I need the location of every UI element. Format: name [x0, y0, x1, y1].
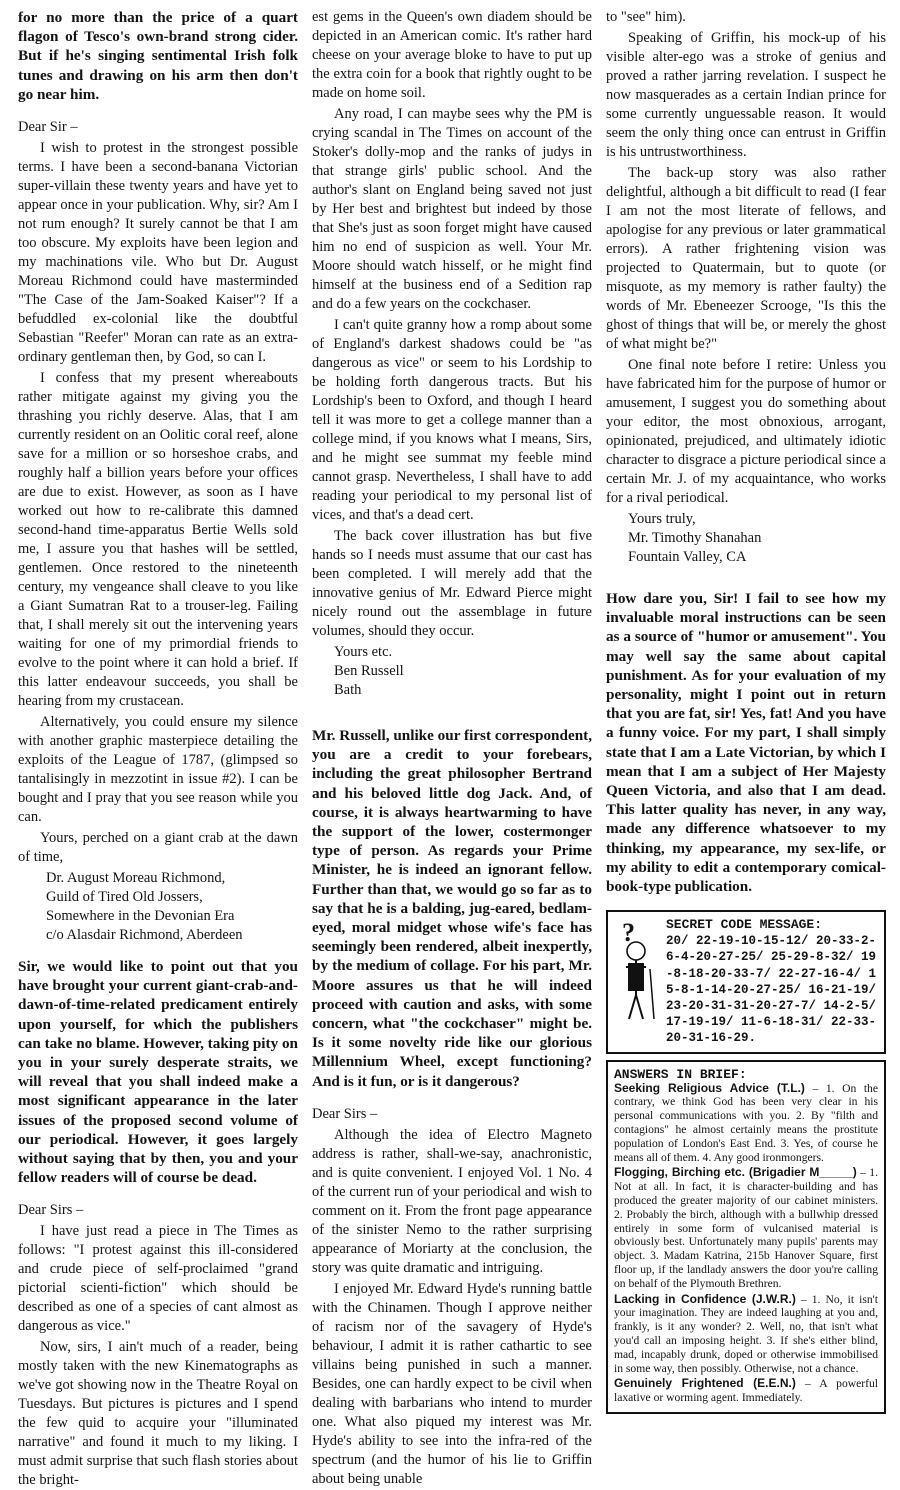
- question-mark-gentleman-icon: [614, 917, 660, 1027]
- letter-paragraph: Speaking of Griffin, his mock-up of his visible alter-ego was a stroke of genius and proved a rather jarring revelation. I suspect he now masquerades as a certain Indian prince for some currently unguessable reason. It would seem the only thing once can entrust in Griffin is his untrustworthiness.: [606, 30, 886, 160]
- secret-code-title: SECRET CODE MESSAGE:: [666, 917, 823, 933]
- answer-item: Genuinely Frightened (E.E.N.) – A powerful laxative or worming agent. Immediately.: [614, 1376, 879, 1405]
- letter-salutation: Dear Sir –: [18, 119, 78, 136]
- editor-reply: Mr. Russell, unlike our first correspondent, you are a credit to your forebears, including the great philosopher Bertrand and his beloved little dog Jack. And, of course, it is always heartwarming to have the support of the lower, costermonger type of person. As regards your Prime Minister, he is indeed an ignorant fellow. Further than that, we would go so far as to say that he is a balding, jug-eared, bedlam-eyed, moral midget whose wife's face has seemingly been rendered, albeit inexpertly, by the medium of collage. For his part, Mr. Moore assures us that he will indeed proceed with caution and asks, with some concern, what "the cockchaser" might be. Is it some novelty ride like our glorious Millennium Wheel, except functioning? And is it fun, or is it dangerous?: [312, 727, 592, 1090]
- letter-paragraph: I enjoyed Mr. Edward Hyde's running battle with the Chinamen. Though I approve neither of racism nor of the savagery of Hyde's behaviour, I admit it is rather cathartic to see villains being punished in such a manner. Besides, one can hardly expect to be civil when dealing with barbarians who intend to murder one. What also piqued my interest was Mr. Hyde's ability to see into the infra-red of the spectrum (and the humor of his lie to Griffin about being unable: [312, 1280, 592, 1487]
- answer-item: Flogging, Birching etc. (Brigadier M_____) – 1. Not at all. In fact, it is character-building and has produced the greater majority of our cabinet ministers. 2. Probably the birch, although with a bullwhip dressed entirely in some form of vulcanised material is obviously best. Unfortunately many pupils' parents may object. 3. Madam Katrina, 215b Hanover Square, first floor up, if the landlady answers the door you're calling on behalf of the Plymouth Brethren.: [614, 1165, 878, 1290]
- answers-title: ANSWERS IN BRIEF:: [614, 1066, 747, 1082]
- signature-line: Fountain Valley, CA: [628, 549, 747, 565]
- editor-reply: How dare you, Sir! I fail to see how my invaluable moral instructions can be seen as a source of "humor or amusement". You may well say the same about capital punishment. As for your evaluation of my personality, might I point out in return that you are fat, sir! Yes, fat! And you have a funny voice. For my part, I shall simply state that I am a Late Victorian, by which I mean that I am a subject of Her Majesty Queen Victoria, and also that I am dead. This latter quality has never, in any way, made any difference whatsoever to my thinking, my appearance, my sex-life, or my ability to edit a contemporary comical-book-type publication.: [606, 590, 886, 896]
- letter-paragraph: One final note before I retire: Unless you have fabricated him for the purpose of humor or amusement, I suggest you do something about your editor, the most obnoxious, arrogant, opinionated, prejudiced, and ultimately idiotic character to disgrace a picture periodical since a certain Mr. J. of my acquaintance, who works for a rival periodical.: [606, 357, 886, 506]
- answers-in-brief-box: [606, 1060, 886, 1414]
- letter-paragraph: Now, sirs, I ain't much of a reader, being mostly taken with the new Kinematographs as we've got showing now in the Theatre Royal on Tuesdays. But pictures is pictures and I spend the few quid to acquire your "illuminated narrative" and found it much to my liking. I must admit surprise that such flash stories about the bright-: [18, 1339, 298, 1489]
- editor-reply: Sir, we would like to point out that you have brought your current giant-crab-and-dawn-of-time-related predicament entirely upon yourself, for which the publishers can take no blame. However, taking pity on you in your surely desperate straits, we will reveal that you shall indeed make a most significant appearance in the later issues of the proposed second volume of our periodical. However, it goes largely without saying that by then, you and your fellow readers will of course be dead.: [18, 958, 298, 1187]
- letter-paragraph: Although the idea of Electro Magneto address is rather, shall-we-say, anachronistic, and is quite convenient. I enjoyed Vol. 1 No. 4 of the current run of your periodical and wish to comment on it. From the front page appearance of the sinister Nemo to the rather surprising appearance of Moriarty at the conclusion, the story was quite dramatic and intriguing.: [312, 1126, 592, 1276]
- letter-paragraph: I have just read a piece in The Times as follows: "I protest against this ill-considered and crude piece of self-proclaimed "grand pictorial scienti-fiction" which should be described as one of a species of cant almost as dangerous as vice.": [18, 1223, 298, 1335]
- signature-line: Guild of Tired Old Jossers,: [46, 889, 203, 906]
- letter-paragraph: I can't quite granny how a romp about some of England's darkest shadows could be "as dangerous as vice" or seem to his Lordship to be holding forth dangerous tracts. But his Lordship's been to Oxford, and though I heard tell it was more to get a college manner than a college mind, if you knows what I means, Sirs, and he might see summat my feeble mind cannot grasp. Nevertheless, I shall have to add reading your periodical to my personal list of vices, and that's a dead cert.: [312, 317, 592, 523]
- column-2: [312, 8, 592, 1487]
- letter-paragraph: The back-up story was also rather delightful, although a bit difficult to read (I fear I am not the most literate of fellows, and apologise for any previous or later grammatical errors). A rather frightening vision was projected to Quatermain, but to quote (or misquote, as my memory is rather faulty) the words of Mr. Ebeneezer Scrooge, "Is this the ghost of things that will be, or merely the ghost of what might be?": [606, 165, 886, 352]
- signature-line: Dr. August Moreau Richmond,: [46, 870, 226, 887]
- answer-item: Lacking in Confidence (J.W.R.) – 1. No, it isn't your imagination. They are indeed laughing at you and, frankly, is it any wonder? 2. Well, no, that isn't what you'd call an imposing height. 3. If she's either blind, mad, incapably drunk, doped or otherwise immobilised in some way, then possibly. Otherwise, not a chance.: [614, 1291, 878, 1375]
- letter-salutation: Dear Sirs –: [312, 1105, 378, 1122]
- letter-closing: Yours, perched on a giant crab at the dawn of time,: [18, 830, 298, 866]
- signature-line: Mr. Timothy Shanahan: [628, 530, 762, 546]
- secret-code-text: 20/ 22-19-10-15-12/ 20-33-2-6-4-20-27-25/ 25-29-8-32/ 19-8-18-20-33-7/ 22-27-16-4/ 15-8-1-14-20-27-25/ 16-21-19/ 23-20-31-31-20-27-7/ 14-2-5/ 17-19-19/ 11-6-18-31/ 22-33-20-31-16-29.: [666, 934, 877, 1046]
- secret-code-box: [606, 910, 886, 1053]
- letter-paragraph: I wish to protest in the strongest possible terms. I have been a second-banana Victorian super-villain these twenty years and have yet to appear once in your publication. Why, sir? Am I not rum enough? It surely cannot be that I am too obscure. My exploits have been legion and my machinations vile. Who but Dr. August Moreau Richmond could have masterminded "The Case of the Jam-Soaked Kaiser"? If a befuddled ex-colonial like the doubtful Sebastian "Reefer" Moran can rate as an extra-ordinary gentleman then, by God, so can I.: [18, 140, 298, 366]
- column-1: [18, 8, 298, 1489]
- letter-paragraph: Any road, I can maybe sees why the PM is crying scandal in The Times on account of the Stoker's dolly-mop and the ranks of judys in that strange girls' public school. And the author's slant on England being saved not just by Her best and brightest but indeed by those that She's just as soon forget might have caused him no end of suspicion as well. Your Mr. Moore should watch hisself, or he might find himself at the business end of a Sedition rap and do a few years on the cockchaser.: [312, 106, 592, 312]
- signature-line: Yours truly,: [628, 511, 696, 527]
- letter-paragraph: est gems in the Queen's own diadem should be depicted in an American comic. It's rather hard cheese on your average bloke to have to put up the extra coin for a book that rightly ought to be made on home soil.: [312, 9, 592, 101]
- letter-paragraph: The back cover illustration has but five hands so I needs must assume that our cast has been completed. I will merely add that the innovative genius of Mr. Edward Pierce might nicely round out the assemblage in future volumes, should they occur.: [312, 528, 592, 639]
- column-3: [606, 8, 886, 1405]
- signature-line: Ben Russell: [334, 663, 404, 679]
- signature-line: Yours etc.: [334, 644, 393, 660]
- letter-salutation: Dear Sirs –: [18, 1202, 84, 1219]
- editor-reply-fragment: for no more than the price of a quart flagon of Tesco's own-brand strong cider. But if he's singing sentimental Irish folk tunes and drawing on his arm then don't go near him.: [18, 9, 298, 103]
- letter-paragraph: I confess that my present whereabouts rather mitigate against my giving you the thrashing you richly deserve. Alas, that I am currently resident on an Oolitic coral reef, alone save for a million or so horseshoe crabs, and roughly half a billion years before your offices are due to exist. However, as soon as I have worked out how to re-calibrate this damned second-hand time-apparatus Bertie Wells sold me, I assure you that hashes will be settled, gentlemen. Once restored to the nineteenth century, my vengeance shall cleave to you like a Giant Sumatran Rat to a trouser-leg. Failing that, I shall merely sit out the intervening years waiting for one of my primordial friends to evolve to the point where it can hold a brief. If this latter endeavour succeeds, you shall be hearing from my crustacean.: [18, 370, 298, 710]
- letter-paragraph: to "see" him).: [606, 9, 686, 25]
- svg-text:?: ?: [622, 918, 635, 948]
- letter-paragraph: Alternatively, you could ensure my silence with another graphic masterpiece detailing the exploits of the League of 1787, (glimpsed so tantalisingly in mezzotint in issue #2). I can be bought and I pray that you see reason while you can.: [18, 714, 298, 826]
- signature-line: c/o Alasdair Richmond, Aberdeen: [46, 927, 243, 944]
- signature-line: Somewhere in the Devonian Era: [46, 908, 235, 925]
- answer-item: Seeking Religious Advice (T.L.) – 1. On the contrary, we think God has been very clear in his personal communications with you. 2. By "filth and contagions" he almost certainly means the prostitute population of London's East End. 3. Yes, of course he means all of them. 4. Any good ironmongers.: [614, 1080, 878, 1164]
- signature-line: Bath: [334, 682, 362, 698]
